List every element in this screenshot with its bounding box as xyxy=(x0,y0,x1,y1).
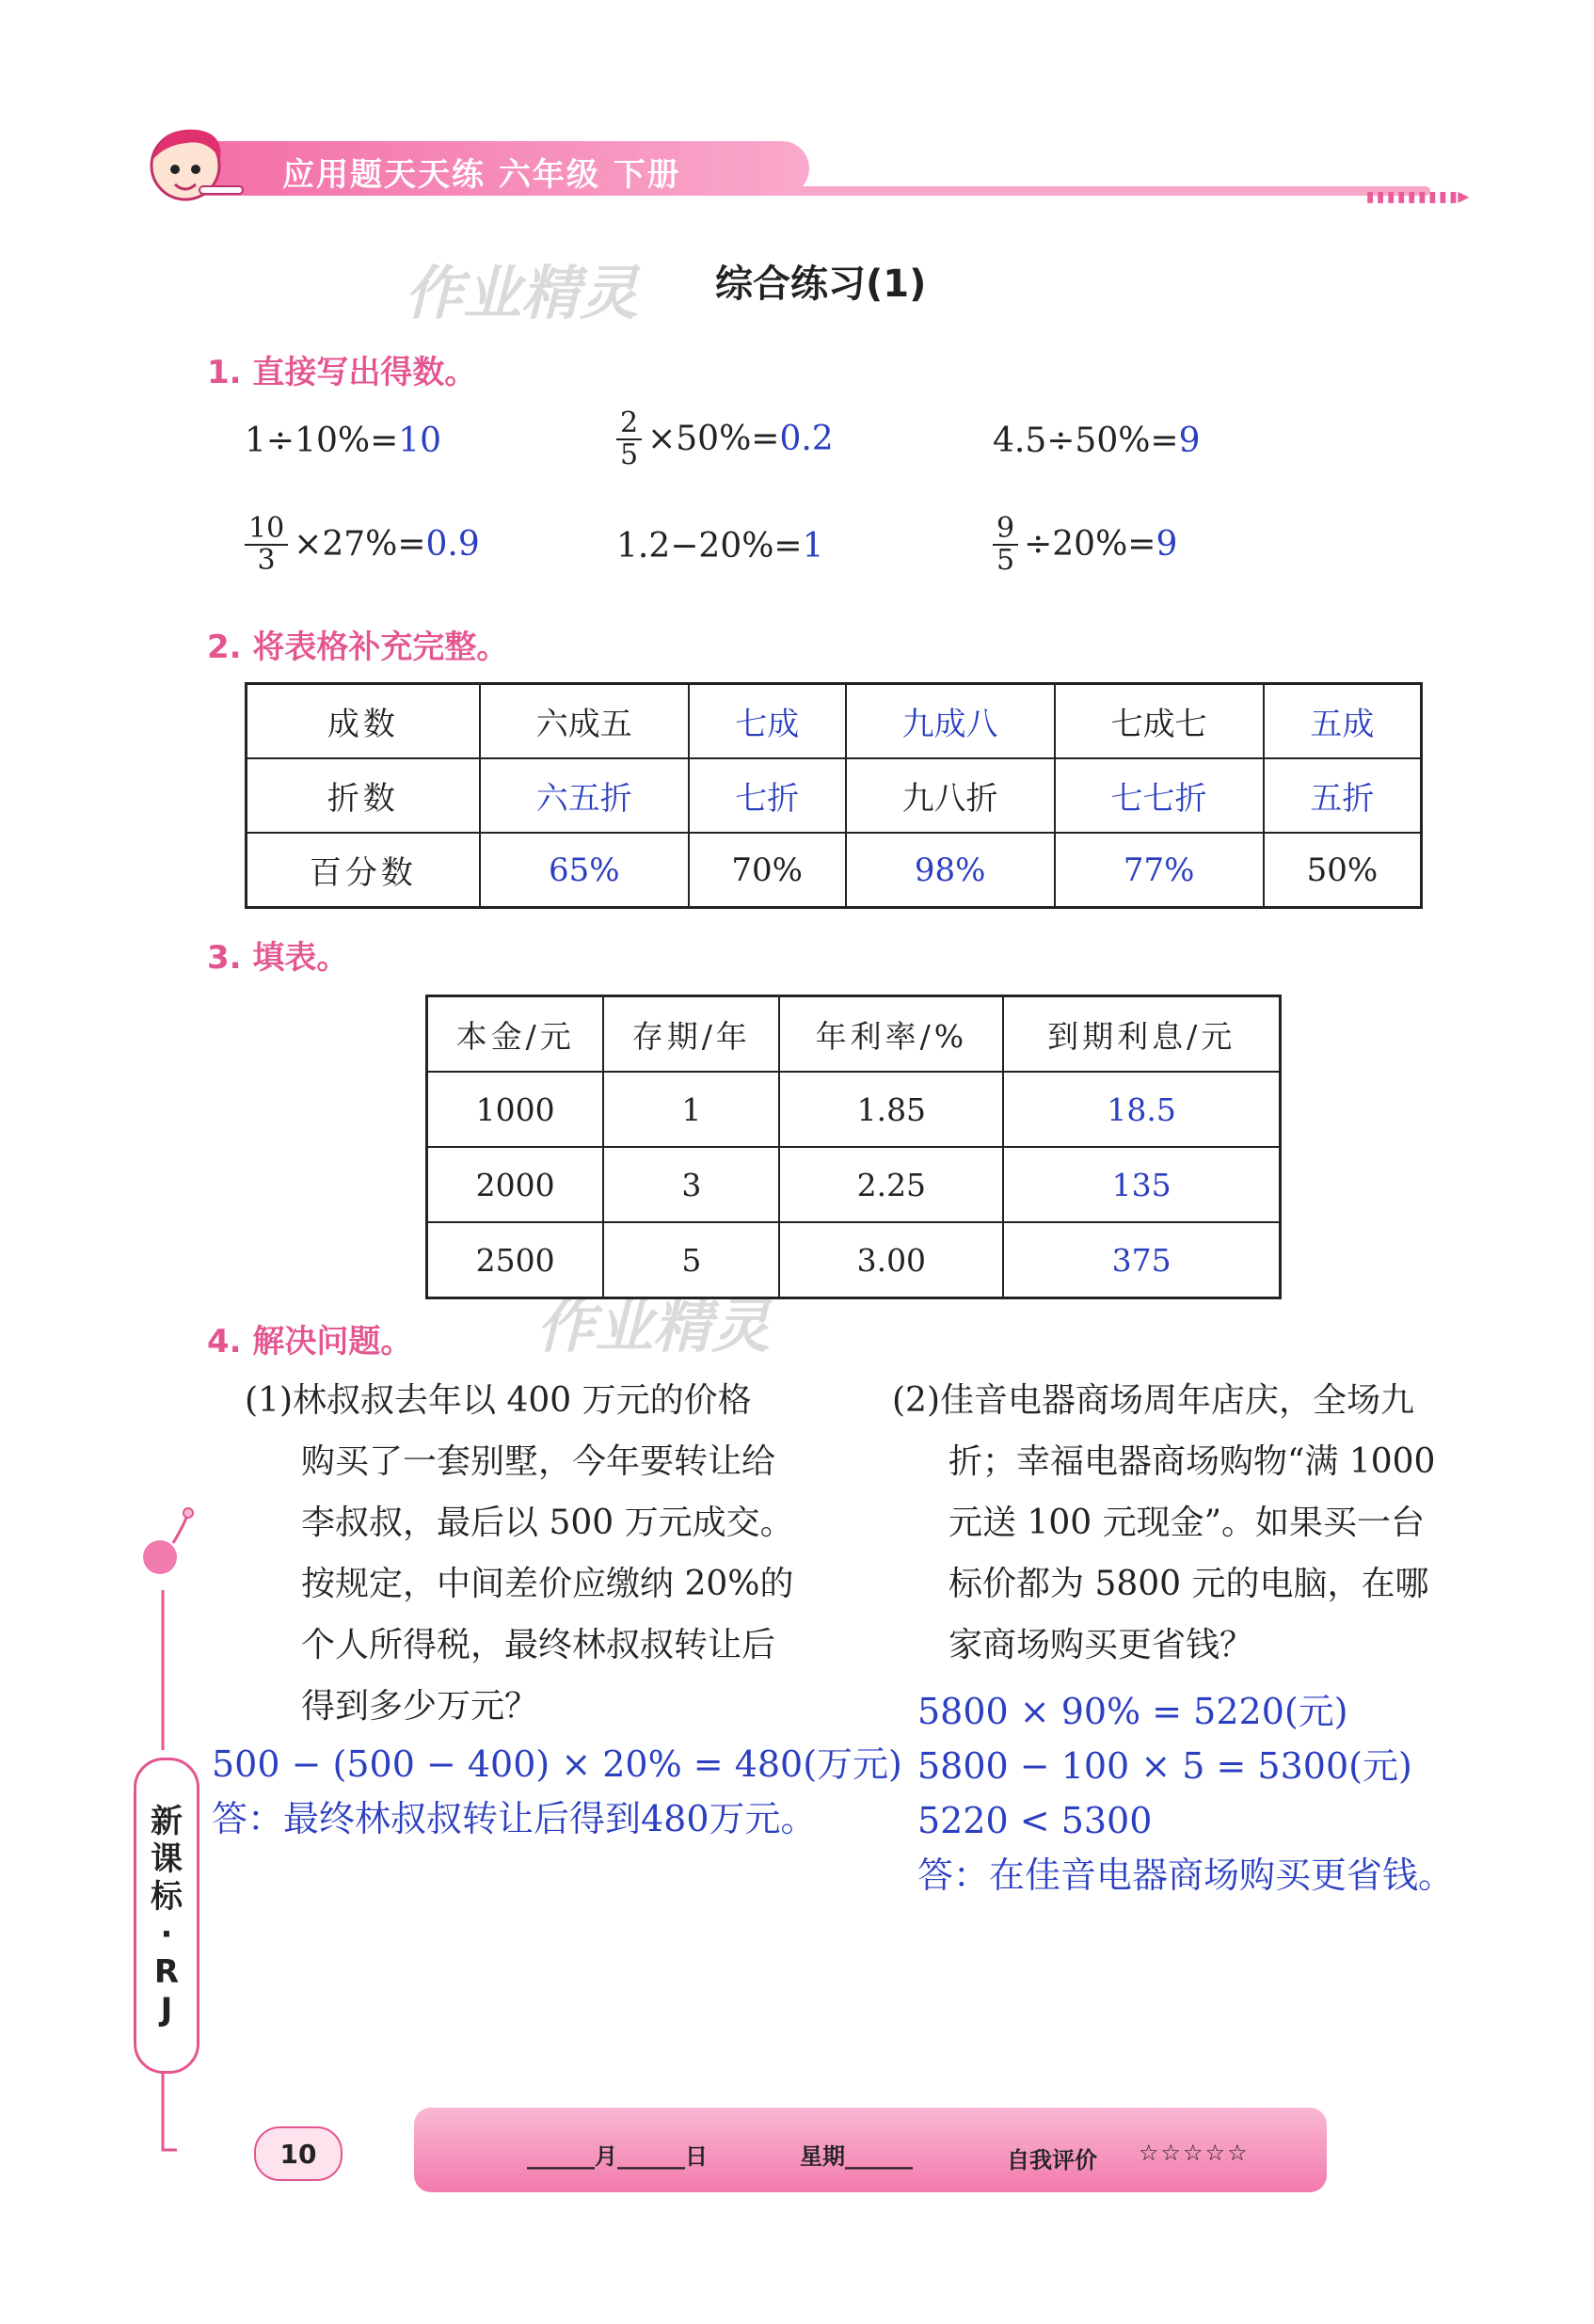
star-rating: ☆☆☆☆☆ xyxy=(1139,2140,1250,2166)
table-cell: 六五折 xyxy=(480,758,689,833)
side-label-char: 课 xyxy=(151,1840,183,1878)
question-line: 个人所得税，最终林叔叔转让后 xyxy=(301,1626,776,1664)
calc-item xyxy=(993,514,1177,575)
calc-answer: 10 xyxy=(398,422,442,460)
side-label-char: 标 xyxy=(151,1878,183,1916)
table-cell: 375 xyxy=(1003,1222,1280,1298)
question-line: (2)佳音电器商场周年店庆，全场九 xyxy=(892,1381,1414,1420)
calc-answer: 0.9 xyxy=(425,525,480,564)
calc-expr: ÷20%= xyxy=(1024,525,1156,564)
fraction xyxy=(245,514,288,575)
watermark: 作业精灵 xyxy=(405,259,639,327)
calc-expr: 1÷10%= xyxy=(245,422,399,460)
blank-line: ______ xyxy=(527,2143,595,2170)
table-cell: 70% xyxy=(689,833,846,908)
question-line: 得到多少万元？ xyxy=(301,1687,539,1726)
snail-icon xyxy=(132,1505,207,1590)
table-cell: 五折 xyxy=(1264,758,1422,833)
table-cell: 135 xyxy=(1003,1147,1280,1222)
fraction-denominator: 3 xyxy=(257,543,276,577)
calc-expr: ×27%= xyxy=(294,525,426,564)
table-cell: 77% xyxy=(1055,833,1264,908)
calc-item xyxy=(245,422,441,460)
answer-line: 5800 − 100 × 5 = 5300(元) xyxy=(917,1745,1412,1787)
table-cell: 七七折 xyxy=(1055,758,1264,833)
calc-expr: 4.5÷50%= xyxy=(993,422,1179,460)
table-row xyxy=(247,684,1422,759)
fraction-numerator: 10 xyxy=(245,514,288,546)
footer-month xyxy=(527,2138,708,2171)
question-line: 元送 100 元现金”。如果买一台 xyxy=(948,1504,1426,1542)
table-cell: 九八折 xyxy=(846,758,1055,833)
calc-answer: 1 xyxy=(802,527,824,565)
table-row xyxy=(247,833,1422,908)
table-cell: 18.5 xyxy=(1003,1072,1280,1147)
table-cell: 1000 xyxy=(427,1072,604,1147)
table-cell: 七成七 xyxy=(1055,684,1264,759)
question-line: 标价都为 5800 元的电脑，在哪 xyxy=(948,1565,1429,1603)
table-cell: 七折 xyxy=(689,758,846,833)
table-row xyxy=(427,1147,1281,1222)
calc-expr: ×50%= xyxy=(647,420,780,458)
answer-line: 5220 < 5300 xyxy=(917,1800,1153,1841)
fraction-numerator: 2 xyxy=(616,408,642,440)
weekday-label: 星期 xyxy=(800,2143,845,2170)
fraction-numerator: 9 xyxy=(993,514,1018,546)
table-row xyxy=(427,1222,1281,1298)
answer-2 xyxy=(917,1684,1454,1902)
table-cell: 98% xyxy=(846,833,1055,908)
side-label-char: 新 xyxy=(151,1803,183,1840)
calc-answer: 0.2 xyxy=(779,420,834,458)
question-line: 购买了一套别墅，今年要转让给 xyxy=(301,1442,776,1481)
table-cell: 1.85 xyxy=(779,1072,1003,1147)
answer-line: 500 − (500 − 400) × 20% = 480(万元) xyxy=(212,1743,902,1785)
section-1-heading: 1. 直接写出得数。 xyxy=(207,354,477,391)
table-cell: 六成五 xyxy=(480,684,689,759)
answer-1 xyxy=(212,1737,902,1846)
table-cell: 1 xyxy=(603,1072,779,1147)
table-cell: 九成八 xyxy=(846,684,1055,759)
table-cell: 折数 xyxy=(247,758,480,833)
table-cell: 5 xyxy=(603,1222,779,1298)
table-header-row xyxy=(427,996,1281,1073)
table-cell: 七成 xyxy=(689,684,846,759)
mascot-boy-icon xyxy=(143,120,247,215)
page-number: 10 xyxy=(254,2126,343,2181)
day-label: 日 xyxy=(685,2143,708,2170)
section-3-heading: 3. 填表。 xyxy=(207,939,349,977)
calc-expr: 1.2−20%= xyxy=(616,527,803,565)
table-cell: 3.00 xyxy=(779,1222,1003,1298)
table-header-cell: 存期/年 xyxy=(603,996,779,1073)
table-cell: 3 xyxy=(603,1147,779,1222)
table-cell: 50% xyxy=(1264,833,1422,908)
month-label: 月 xyxy=(595,2143,617,2170)
question-line: 家商场购买更省钱？ xyxy=(948,1626,1254,1664)
table-header-cell: 到期利息/元 xyxy=(1003,996,1280,1073)
side-label-char: R xyxy=(153,1953,180,1991)
calc-item xyxy=(616,408,834,470)
interest-table xyxy=(425,995,1282,1299)
watermark: 作业精灵 xyxy=(536,1292,771,1361)
ratio-table xyxy=(245,682,1423,909)
fraction xyxy=(616,408,642,470)
table-header-cell: 年利率/% xyxy=(779,996,1003,1073)
blank-line: ______ xyxy=(617,2143,685,2170)
question-1 xyxy=(245,1370,847,1737)
blank-line: ______ xyxy=(845,2143,913,2170)
header-title: 应用题天天练 六年级 下册 xyxy=(282,156,681,194)
fraction-denominator: 5 xyxy=(996,543,1015,577)
table-cell: 2000 xyxy=(427,1147,604,1222)
calc-item xyxy=(616,527,824,565)
question-line: 按规定，中间差价应缴纳 20%的 xyxy=(301,1565,794,1603)
self-eval-label: 自我评价 xyxy=(1007,2147,1097,2173)
table-cell: 五成 xyxy=(1264,684,1422,759)
answer-line: 答：在佳音电器商场购买更省钱。 xyxy=(917,1854,1455,1896)
fraction xyxy=(993,514,1018,575)
question-2 xyxy=(892,1370,1494,1676)
table-cell: 65% xyxy=(480,833,689,908)
calc-answer: 9 xyxy=(1156,525,1178,564)
section-4-heading: 4. 解决问题。 xyxy=(207,1323,413,1361)
calc-item xyxy=(993,422,1201,460)
header-arrow: ▮▮▮▮▮▮▮▮▮▶ xyxy=(1364,184,1469,207)
answer-line: 5800 × 90% = 5220(元) xyxy=(917,1691,1348,1732)
answer-line: 答：最终林叔叔转让后得到480万元。 xyxy=(212,1798,817,1839)
table-row xyxy=(247,758,1422,833)
table-row xyxy=(427,1072,1281,1147)
side-label xyxy=(134,1758,199,2074)
question-line: 李叔叔，最后以 500 万元成交。 xyxy=(301,1504,794,1542)
side-label-char: · xyxy=(160,1916,173,1953)
question-line: (1)林叔叔去年以 400 万元的价格 xyxy=(245,1381,752,1420)
question-line: 折；幸福电器商场购物“满 1000 xyxy=(948,1442,1436,1481)
table-cell: 成数 xyxy=(247,684,480,759)
page-title: 综合练习(1) xyxy=(715,263,927,306)
side-label-char: J xyxy=(160,1991,173,2029)
footer-weekday xyxy=(800,2138,913,2171)
calc-item xyxy=(245,514,480,575)
table-cell: 2500 xyxy=(427,1222,604,1298)
table-header-cell: 本金/元 xyxy=(427,996,604,1073)
section-2-heading: 2. 将表格补充完整。 xyxy=(207,629,509,666)
table-cell: 百分数 xyxy=(247,833,480,908)
fraction-denominator: 5 xyxy=(620,438,639,471)
table-cell: 2.25 xyxy=(779,1147,1003,1222)
calc-answer: 9 xyxy=(1178,422,1201,460)
